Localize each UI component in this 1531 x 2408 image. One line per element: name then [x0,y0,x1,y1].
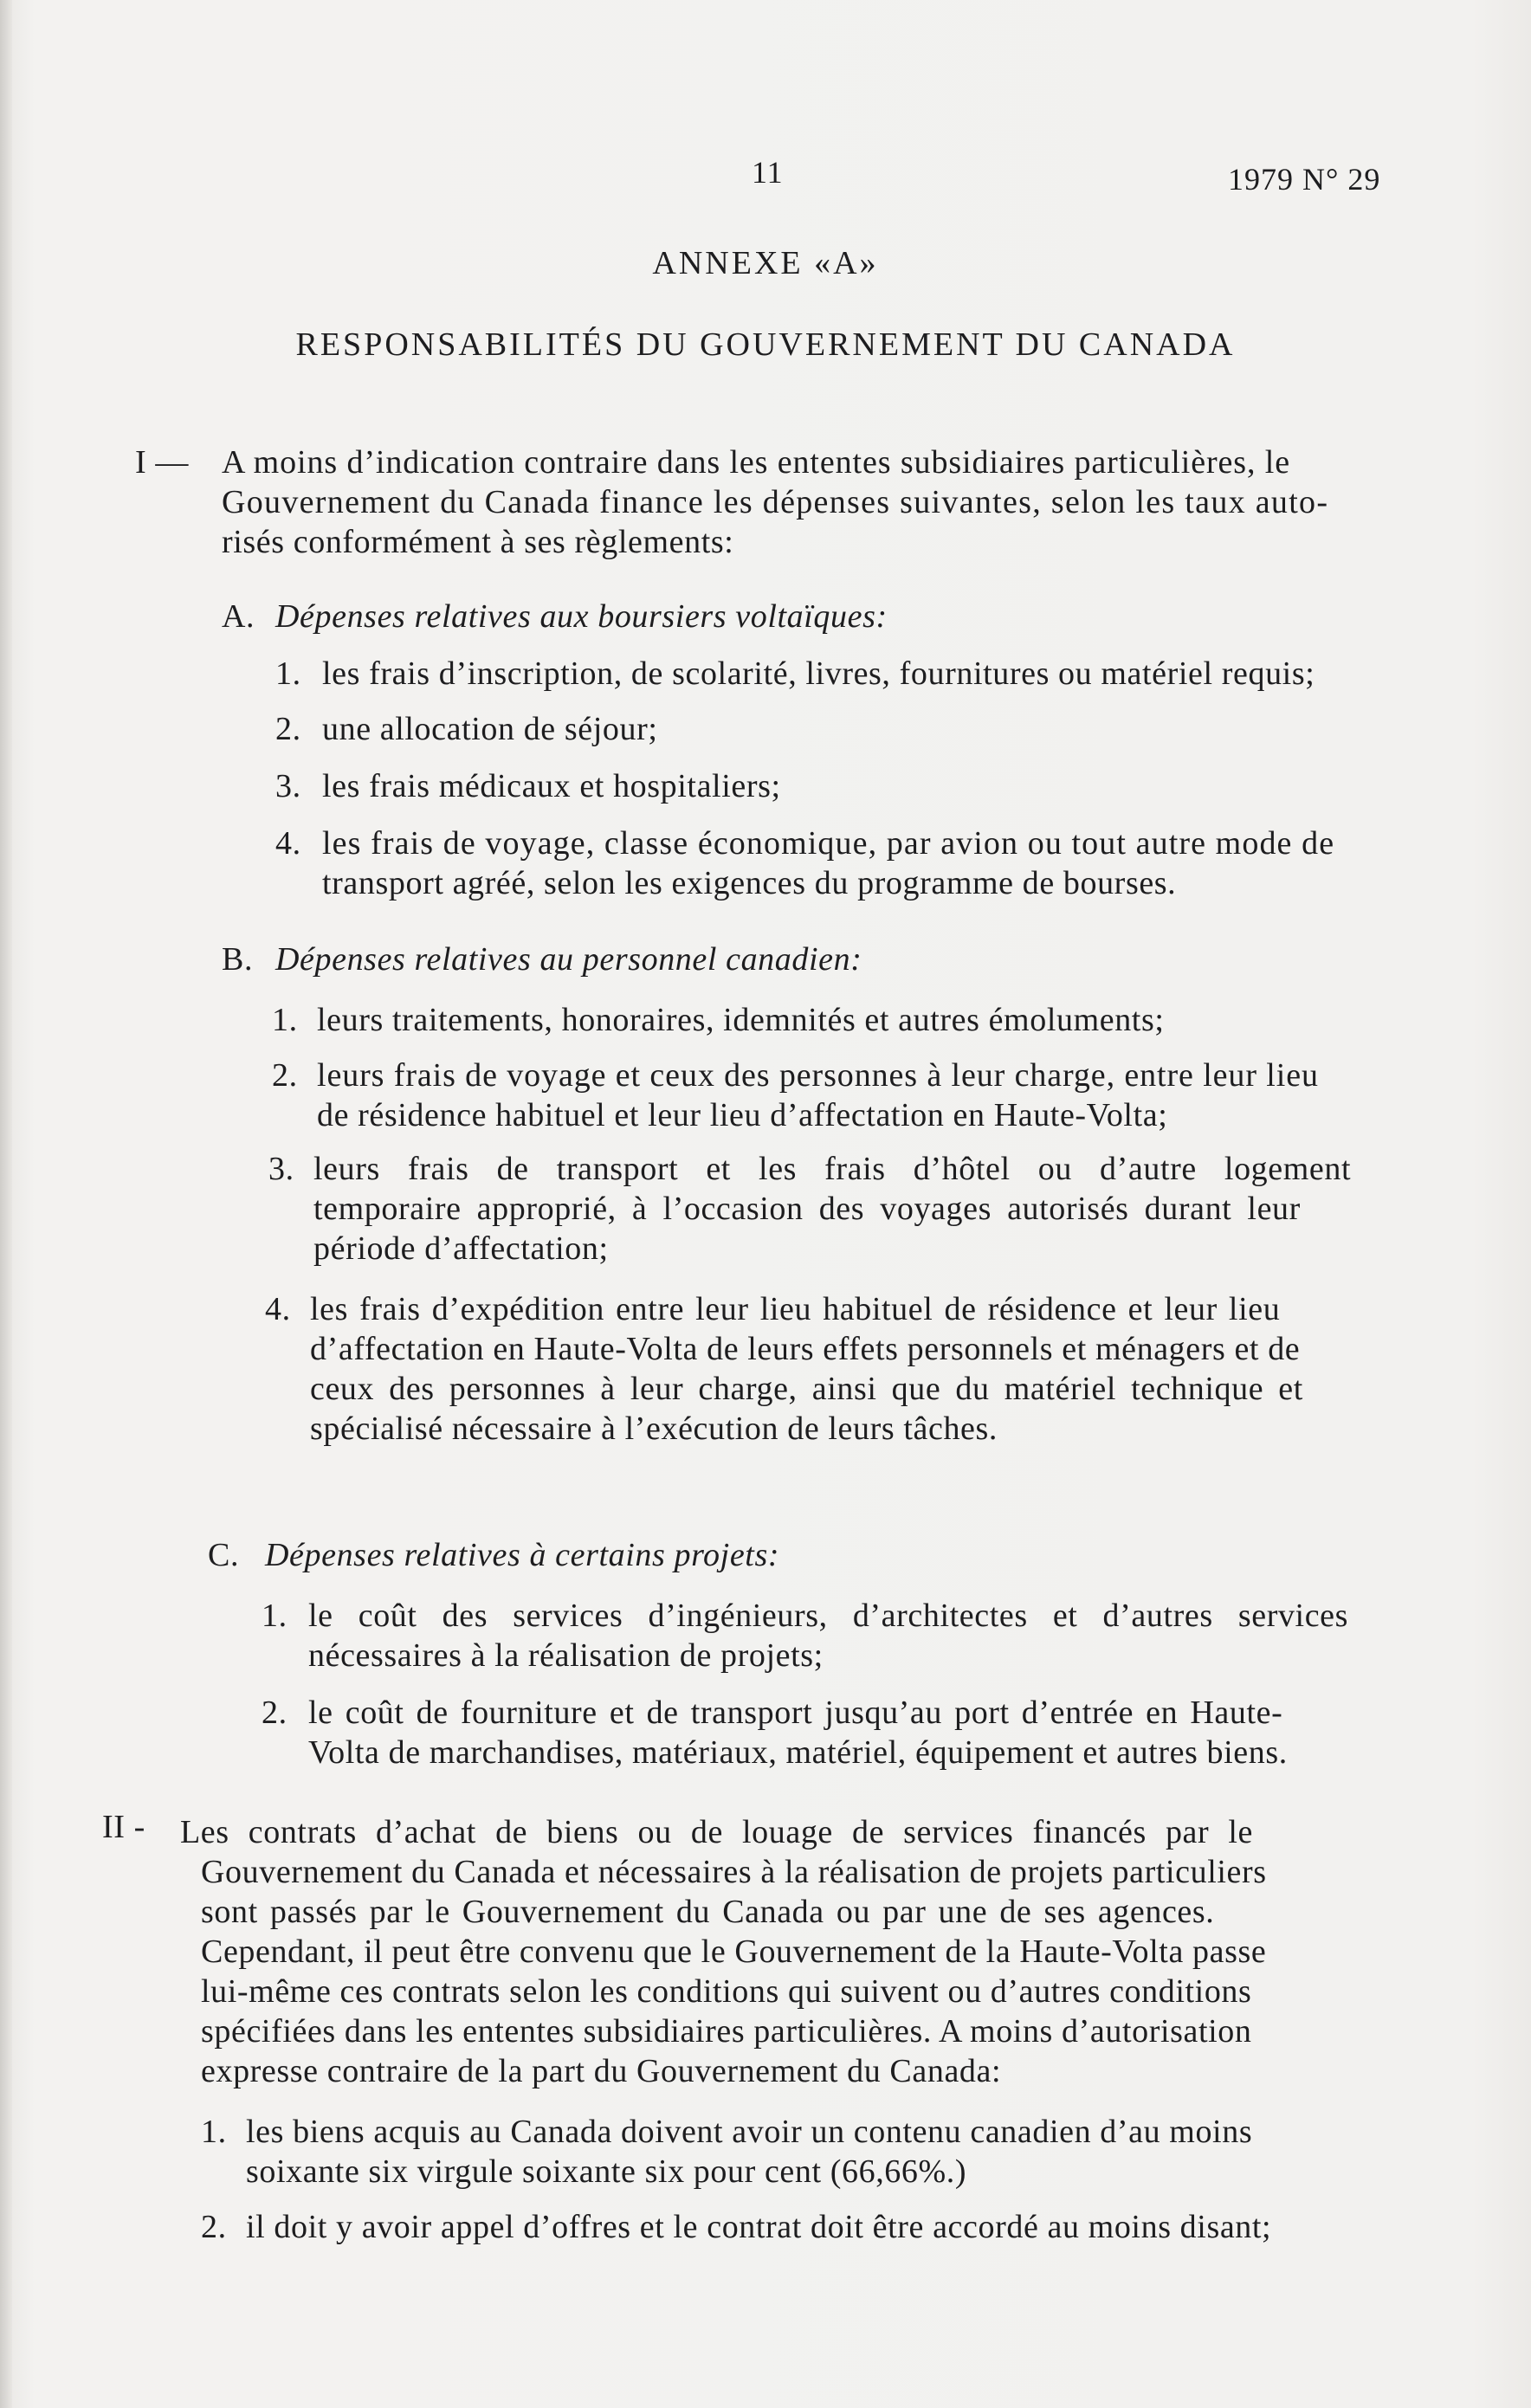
list-item-text: d’affectation en Haute-Volta de leurs effets personnels et ménagers et de [310,1331,1301,1367]
section-I-marker: I — [135,444,189,481]
annex-subtitle: RESPONSABILITÉS DU GOUVERNEMENT DU CANADA [295,326,1236,363]
subsection-A-marker: A. [222,598,255,635]
section-II-line: spécifiées dans les ententes subsidiaires particulières. A moins d’autorisation [201,2013,1252,2050]
list-item-text: une allocation de séjour; [322,711,658,747]
list-item-text: soixante six virgule soixante six pour cent (66,66%.) [246,2153,967,2190]
list-item-number: 2. [275,711,301,747]
list-item-text: leurs traitements, honoraires, idemnités et autres émoluments; [317,1002,1165,1038]
list-item-text: les frais d’inscription, de scolarité, livres, fournitures ou matériel requis; [322,655,1315,692]
list-item-number: 1. [275,655,301,692]
section-II-marker: II - [102,1809,145,1845]
list-item-text: les frais de voyage, classe économique, par avion ou tout autre mode de [322,825,1335,862]
section-II-line: sont passés par le Gouvernement du Canada ou par une de ses agences. [201,1894,1215,1930]
list-item-text: temporaire approprié, à l’occasion des voyages autorisés durant leur [313,1191,1301,1227]
list-item-text: de résidence habituel et leur lieu d’affectation en Haute-Volta; [317,1097,1168,1133]
subsection-C-heading: Dépenses relatives à certains projets: [265,1537,780,1573]
list-item-number: 2. [201,2209,227,2245]
annex-title: ANNEXE «A» [652,245,879,281]
list-item-text: ceux des personnes à leur charge, ainsi que du matériel technique et [310,1371,1303,1407]
list-item-text: leurs frais de transport et les frais d’hôtel ou d’autre logement [313,1151,1352,1187]
section-II-line: lui-même ces contrats selon les conditions qui suivent ou d’autres conditions [201,1973,1252,2010]
list-item-text: les frais d’expédition entre leur lieu habituel de résidence et leur lieu [310,1291,1281,1327]
list-item-number: 1. [272,1002,298,1038]
section-II-line: Cependant, il peut être convenu que le Gouvernement de la Haute-Volta passe [201,1934,1267,1970]
section-II-line: Les contrats d’achat de biens ou de louage de services financés par le [180,1814,1253,1850]
section-I-line: Gouvernement du Canada finance les dépenses suivantes, selon les taux auto- [222,484,1329,520]
section-I-line: risés conformément à ses règlements: [222,524,734,560]
subsection-B-heading: Dépenses relatives au personnel canadien: [275,941,862,978]
subsection-A-heading: Dépenses relatives aux boursiers voltaïques: [275,598,888,635]
subsection-B-marker: B. [222,941,254,978]
list-item-number: 3. [275,768,301,804]
list-item-text: le coût de fourniture et de transport jusqu’au port d’entrée en Haute- [308,1695,1283,1731]
list-item-text: leurs frais de voyage et ceux des personnes à leur charge, entre leur lieu [317,1057,1319,1094]
subsection-C-marker: C. [208,1537,240,1573]
document-reference: 1979 N° 29 [1228,162,1381,197]
section-I-line: A moins d’indication contraire dans les ententes subsidiaires particulières, le [222,444,1290,481]
list-item-text: spécialisé nécessaire à l’exécution de leurs tâches. [310,1411,998,1447]
section-II-line: Gouvernement du Canada et nécessaires à la réalisation de projets particuliers [201,1854,1267,1890]
list-item-number: 4. [275,825,301,862]
list-item-number: 4. [265,1291,291,1327]
list-item-text: les biens acquis au Canada doivent avoir un contenu canadien d’au moins [246,2114,1253,2150]
list-item-text: période d’affectation; [313,1230,609,1267]
list-item-number: 1. [262,1598,287,1634]
section-II-line: expresse contraire de la part du Gouvernement du Canada: [201,2053,1002,2089]
page-number: 11 [752,155,784,190]
list-item-number: 2. [262,1695,287,1731]
list-item-text: transport agréé, selon les exigences du programme de bourses. [322,865,1177,901]
list-item-text: nécessaires à la réalisation de projets; [308,1637,824,1674]
list-item-text: les frais médicaux et hospitaliers; [322,768,781,804]
list-item-number: 1. [201,2114,227,2150]
list-item-number: 2. [272,1057,298,1094]
list-item-text: il doit y avoir appel d’offres et le contrat doit être accordé au moins disant; [246,2209,1272,2245]
list-item-text: le coût des services d’ingénieurs, d’architectes et d’autres services [308,1598,1349,1634]
list-item-number: 3. [268,1151,294,1187]
list-item-text: Volta de marchandises, matériaux, matériel, équipement et autres biens. [308,1734,1288,1771]
